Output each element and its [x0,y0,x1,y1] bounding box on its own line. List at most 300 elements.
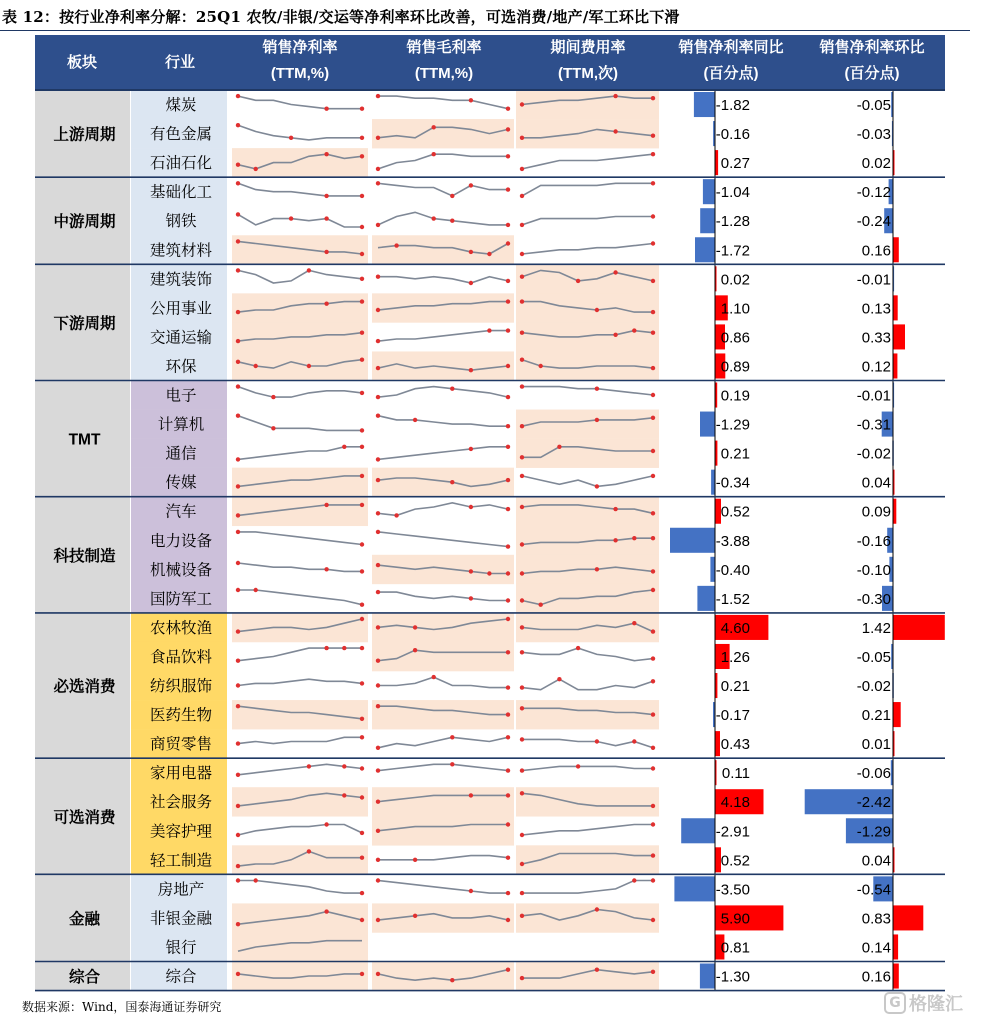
expense-ratio-sparkline-point [520,384,524,388]
qoq-value: 0.09 [861,503,891,521]
yoy-value: -1.30 [715,968,750,986]
expense-ratio-sparkline-point [539,603,543,607]
expense-ratio-sparkline-point [613,333,617,337]
expense-ratio-sparkline-point [651,393,655,397]
yoy-bar [700,208,715,233]
net-margin-sparkline-point [360,299,364,303]
yoy-value: 0.86 [720,329,750,347]
sparkline-highlight [372,816,514,845]
industry-label: 机械设备 [149,561,213,579]
qoq-value: 0.13 [861,300,891,318]
sparkline-highlight [516,410,659,439]
qoq-value: -0.06 [856,765,891,783]
industry-label: 电子 [165,387,197,405]
gross-margin-sparkline-point [376,136,380,140]
gross-margin-sparkline-point [469,183,473,187]
net-margin-sparkline-line [238,825,362,836]
gross-margin-sparkline-point [506,712,510,716]
net-margin-sparkline-point [324,567,328,571]
net-margin-sparkline-point [236,878,240,882]
expense-ratio-sparkline-point [651,241,655,245]
qoq-value: -1.29 [856,823,891,841]
industry-label: 社会服务 [149,794,213,812]
net-margin-sparkline-point [360,542,364,546]
sparkline-highlight [232,613,368,642]
gross-margin-sparkline-point [506,299,510,303]
expense-ratio-sparkline-line [522,154,653,169]
net-margin-sparkline-point [360,766,364,770]
net-margin-sparkline-point [360,331,364,335]
sparkline-highlight [516,264,659,293]
qoq-value: -0.02 [856,445,891,463]
qoq-value: -0.10 [856,561,891,579]
expense-ratio-sparkline-point [651,366,655,370]
header-gross-margin-line1: 销售毛利率 [406,39,482,56]
expense-ratio-sparkline-point [632,621,636,625]
qoq-value: -0.05 [856,97,891,114]
gross-margin-sparkline-point [376,223,380,227]
yoy-value: 0.21 [720,678,750,695]
expense-ratio-sparkline-point [632,536,636,540]
net-margin-sparkline-point [236,629,240,633]
net-margin-sparkline-line [238,125,362,140]
net-margin-sparkline-line [238,679,362,685]
sparkline-highlight [232,293,368,322]
net-margin-sparkline-point [342,793,346,797]
net-margin-sparkline-point [342,764,346,768]
expense-ratio-sparkline-point [632,878,636,882]
sparkline-highlight [372,642,514,671]
qoq-value: 0.21 [861,707,891,725]
gross-margin-sparkline-line [378,212,508,225]
industry-label: 轻工制造 [149,852,213,870]
qoq-bar [893,702,901,727]
gross-margin-sparkline-point [376,339,380,343]
expense-ratio-sparkline-point [613,538,617,542]
sparkline-highlight [372,787,514,816]
expense-ratio-sparkline-point [651,96,655,100]
header-net-margin-line1: 销售净利率 [262,39,338,56]
expense-ratio-sparkline-point [651,449,655,453]
expense-ratio-sparkline-point [651,181,655,185]
sparkline-highlight [232,903,368,932]
header-net-margin-line2: (TTM,%) [270,65,330,82]
gross-margin-sparkline-point [376,972,380,976]
expense-ratio-sparkline-point [520,331,524,335]
expense-ratio-sparkline-point [651,804,655,808]
net-margin-sparkline-point [236,513,240,517]
net-margin-sparkline-point [360,136,364,140]
industry-label: 环保 [165,358,197,376]
expense-ratio-sparkline-point [520,625,524,629]
sparkline-highlight [516,584,659,613]
sparkline-highlight [516,439,659,468]
net-margin-sparkline-point [236,659,240,663]
industry-label: 银行 [165,939,197,957]
expense-ratio-sparkline-line [522,476,653,487]
expense-ratio-sparkline-point [520,706,524,710]
gross-margin-sparkline-point [506,685,510,689]
industry-label: 非银金融 [149,910,213,928]
net-margin-sparkline-point [342,445,346,449]
gross-margin-sparkline-point [376,625,380,629]
gross-margin-sparkline-point [506,768,510,772]
sector-label: 可选消费 [53,809,116,827]
gross-margin-sparkline-point [469,505,473,509]
net-margin-sparkline-point [360,603,364,607]
gross-margin-sparkline-point [469,250,473,254]
net-margin-sparkline-point [271,395,275,399]
qoq-bar [893,905,923,930]
watermark-text: 格隆汇 [909,994,963,1015]
expense-ratio-sparkline-point [651,766,655,770]
gross-margin-sparkline-point [506,328,510,332]
sparkline-highlight [516,497,659,526]
gross-margin-sparkline-point [506,571,510,575]
gross-margin-sparkline-point [506,364,510,368]
gross-margin-sparkline-point [506,617,510,621]
expense-ratio-sparkline-point [520,833,524,837]
header-net-margin-qoq-line2: (百分点) [844,65,900,82]
gross-margin-sparkline-point [469,98,473,102]
expense-ratio-sparkline-point [651,134,655,138]
industry-label: 纺织服饰 [149,678,213,695]
net-margin-sparkline-point [360,358,364,362]
sector-label: 金融 [68,910,101,928]
net-margin-sparkline-point [236,804,240,808]
gross-margin-sparkline-point [432,125,436,129]
net-margin-sparkline-point [324,822,328,826]
gross-margin-sparkline-point [413,648,417,652]
yoy-bar [694,92,715,117]
gross-margin-sparkline-point [413,625,417,629]
expense-ratio-sparkline-point [651,629,655,633]
net-margin-sparkline-point [360,391,364,395]
net-margin-sparkline-point [236,384,240,388]
sector-label: 上游周期 [53,126,116,144]
qoq-value: -0.24 [856,213,891,231]
industry-label: 食品饮料 [149,648,213,666]
net-margin-sparkline-line [238,214,362,227]
gross-margin-sparkline-line [378,881,508,894]
qoq-value: -0.01 [856,271,891,289]
qoq-value: 0.16 [861,968,891,986]
gross-margin-sparkline-point [506,279,510,283]
yoy-value: 0.52 [720,503,750,521]
gross-margin-sparkline-point [506,424,510,428]
qoq-value: -2.42 [856,794,891,812]
gross-margin-sparkline-line [378,447,508,460]
qoq-bar [893,964,899,989]
qoq-value: -0.01 [856,387,891,405]
qoq-value: 0.16 [861,242,891,260]
gross-margin-sparkline-point [450,762,454,766]
yoy-value: 4.60 [720,619,750,637]
net-margin-sparkline-point [236,588,240,592]
gross-margin-sparkline-point [450,219,454,223]
qoq-value: -0.12 [856,184,891,202]
sparkline-highlight [372,351,514,380]
sparkline-highlight [232,468,368,497]
expense-ratio-sparkline-point [651,152,655,156]
yoy-value: 1.10 [720,300,750,318]
gross-margin-sparkline-point [506,241,510,245]
gross-margin-sparkline-point [506,650,510,654]
sparkline-highlight [232,235,368,264]
gross-margin-sparkline-point [376,181,380,185]
yoy-value: -3.50 [715,881,750,899]
industry-label: 电力设备 [149,532,213,550]
gross-margin-sparkline-point [376,457,380,461]
yoy-bar [700,964,715,989]
net-margin-sparkline-point [236,773,240,777]
expense-ratio-sparkline-point [651,569,655,573]
header-expense-ratio-line1: 期间费用率 [550,39,626,56]
yoy-value: -3.88 [715,532,750,550]
expense-ratio-sparkline-point [632,328,636,332]
net-margin-sparkline-point [236,833,240,837]
gross-margin-sparkline-line [378,677,508,688]
net-margin-sparkline-point [236,457,240,461]
gross-margin-sparkline-point [376,704,380,708]
expense-ratio-sparkline-point [651,853,655,857]
gross-margin-sparkline-point [469,281,473,285]
sparkline-highlight [516,322,659,351]
expense-ratio-sparkline-point [651,310,655,314]
gross-margin-sparkline-line [378,183,508,196]
net-margin-sparkline-point [236,683,240,687]
gross-margin-sparkline-point [469,596,473,600]
industry-label: 美容护理 [149,823,213,841]
sparkline-highlight [232,148,368,177]
net-margin-sparkline-point [236,339,240,343]
gross-margin-sparkline-point [506,544,510,548]
gross-margin-sparkline-point [394,243,398,247]
gross-margin-sparkline-point [469,569,473,573]
gross-margin-sparkline-point [506,891,510,895]
expense-ratio-sparkline-point [651,712,655,716]
gross-margin-sparkline-point [394,513,398,517]
expense-ratio-sparkline-point [576,764,580,768]
qoq-value: -0.02 [856,678,891,695]
gross-margin-sparkline-line [378,737,508,748]
gross-margin-sparkline-point [506,127,510,131]
gross-margin-sparkline-point [506,445,510,449]
gross-margin-sparkline-point [376,530,380,534]
net-margin-sparkline-point [289,136,293,140]
net-margin-sparkline-point [360,891,364,895]
net-margin-sparkline-point [324,216,328,220]
industry-label: 医药生物 [149,707,213,725]
qoq-value: 0.01 [861,736,891,754]
qoq-value: 0.14 [861,939,891,957]
yoy-bar [703,179,715,204]
header-expense-ratio-line2: (TTM,次) [558,65,618,82]
gross-margin-sparkline-point [506,735,510,739]
expense-ratio-sparkline-point [520,424,524,428]
yoy-bar [697,586,715,611]
header-industry: 行业 [164,54,196,71]
expense-ratio-sparkline-point [651,746,655,750]
sparkline-highlight [232,351,368,380]
sparkline-highlight [372,119,514,148]
expense-ratio-sparkline-point [539,364,543,368]
expense-ratio-sparkline-point [557,445,561,449]
gross-margin-sparkline-point [450,194,454,198]
net-margin-sparkline-point [236,181,240,185]
sparkline-highlight [372,613,514,642]
net-margin-sparkline-point [236,414,240,418]
gross-margin-sparkline-point [376,800,380,804]
expense-ratio-sparkline-point [520,194,524,198]
net-margin-sparkline-point [236,360,240,364]
net-margin-sparkline-point [360,795,364,799]
expense-ratio-sparkline-point [520,474,524,478]
net-margin-sparkline-point [342,646,346,650]
gross-margin-sparkline-point [376,478,380,482]
yoy-bar [695,237,715,262]
gross-margin-sparkline-point [376,858,380,862]
net-margin-sparkline-line [238,532,362,545]
net-margin-sparkline-line [238,416,362,431]
net-margin-sparkline-point [236,239,240,243]
gross-margin-sparkline-point [432,216,436,220]
expense-ratio-sparkline-point [595,387,599,391]
gross-margin-sparkline-point [506,598,510,602]
expense-ratio-sparkline-line [522,217,653,225]
sparkline-highlight [372,962,514,991]
sector-label: 综合 [68,969,101,987]
expense-ratio-sparkline-point [520,136,524,140]
gross-margin-sparkline-line [378,592,508,600]
net-margin-sparkline-point [236,94,240,98]
gross-margin-sparkline-line [378,532,508,547]
qoq-value: -0.31 [856,416,891,434]
gross-margin-sparkline-line [378,154,508,169]
expense-ratio-sparkline-point [520,685,524,689]
watermark-icon: G [884,992,906,1014]
yoy-value: -1.04 [715,184,750,202]
net-margin-sparkline-point [307,268,311,272]
net-margin-sparkline-point [236,163,240,167]
industry-label: 交通运输 [149,329,213,347]
header-net-margin-qoq-line1: 销售净利率环比 [819,39,925,56]
qoq-value: -0.16 [856,532,891,550]
gross-margin-sparkline-point [506,822,510,826]
net-margin-sparkline-point [360,569,364,573]
gross-margin-sparkline-point [376,563,380,567]
gross-margin-sparkline-point [376,94,380,98]
net-margin-sparkline-point [236,123,240,127]
yoy-bar [681,818,715,843]
net-margin-sparkline-point [324,152,328,156]
qoq-bar [893,237,899,262]
expense-ratio-sparkline-point [595,308,599,312]
gross-margin-sparkline-point [376,511,380,515]
yoy-bar [710,557,715,582]
yoy-value: 0.27 [720,155,750,173]
expense-ratio-sparkline-line [522,679,653,690]
net-margin-sparkline-point [307,849,311,853]
expense-ratio-sparkline-point [520,252,524,256]
net-margin-sparkline-point [324,107,328,111]
expense-ratio-sparkline-point [595,567,599,571]
net-margin-sparkline-point [254,364,258,368]
expense-ratio-sparkline-point [576,646,580,650]
net-margin-sparkline-point [271,426,275,430]
net-margin-sparkline-point [324,646,328,650]
industry-label: 有色金属 [149,126,213,144]
qoq-value: 0.02 [861,155,891,173]
expense-ratio-sparkline-point [632,739,636,743]
net-margin-sparkline-point [360,735,364,739]
yoy-value: 0.11 [721,765,750,783]
yoy-value: 4.18 [720,794,750,812]
gross-margin-sparkline-point [432,152,436,156]
sector-label: 必选消费 [53,678,116,696]
net-margin-sparkline-point [324,909,328,913]
gross-margin-sparkline-point [376,167,380,171]
header-sector: 板块 [66,54,98,71]
net-margin-sparkline-point [360,225,364,229]
gross-margin-sparkline-point [487,571,491,575]
expense-ratio-sparkline-point [520,223,524,227]
net-margin-sparkline-point [360,503,364,507]
sparkline-highlight [516,700,659,729]
expense-ratio-sparkline-line [522,387,653,395]
gross-margin-sparkline-point [469,793,473,797]
net-margin-sparkline-point [360,428,364,432]
net-margin-sparkline-point [360,717,364,721]
net-margin-sparkline-line [238,563,362,571]
net-margin-sparkline-point [360,681,364,685]
gross-margin-sparkline-point [506,507,510,511]
yoy-value: -1.29 [715,416,750,434]
expense-ratio-sparkline-line [522,825,653,836]
qoq-value: -0.05 [856,648,891,666]
yoy-bar [711,470,715,495]
expense-ratio-sparkline-point [520,542,524,546]
industry-label: 汽车 [165,503,197,521]
net-margin-sparkline-point [324,194,328,198]
yoy-value: 0.19 [720,387,750,405]
sparkline-highlight [232,700,368,729]
sparkline-highlight [232,787,368,816]
expense-ratio-sparkline-point [595,739,599,743]
expense-ratio-sparkline-point [520,976,524,980]
industry-label: 煤炭 [165,97,197,114]
expense-ratio-sparkline-point [520,455,524,459]
industry-label: 石油石化 [149,155,213,173]
gross-margin-sparkline-line [378,856,508,860]
net-margin-sparkline-point [236,310,240,314]
qoq-value: -0.03 [856,126,891,144]
net-margin-sparkline-point [324,302,328,306]
sparkline-highlight [232,497,368,526]
industry-label: 房地产 [157,881,205,899]
yoy-bar [700,412,715,437]
gross-margin-sparkline-point [487,328,491,332]
net-margin-sparkline-point [360,646,364,650]
expense-ratio-sparkline-point [520,102,524,106]
gross-margin-sparkline-line [378,416,508,427]
gross-margin-sparkline-point [487,252,491,256]
expense-ratio-sparkline-point [520,275,524,279]
gross-margin-sparkline-line [378,96,508,109]
sparkline-highlight [516,962,659,991]
industry-label: 传媒 [165,474,197,492]
yoy-value: -1.82 [715,97,750,114]
